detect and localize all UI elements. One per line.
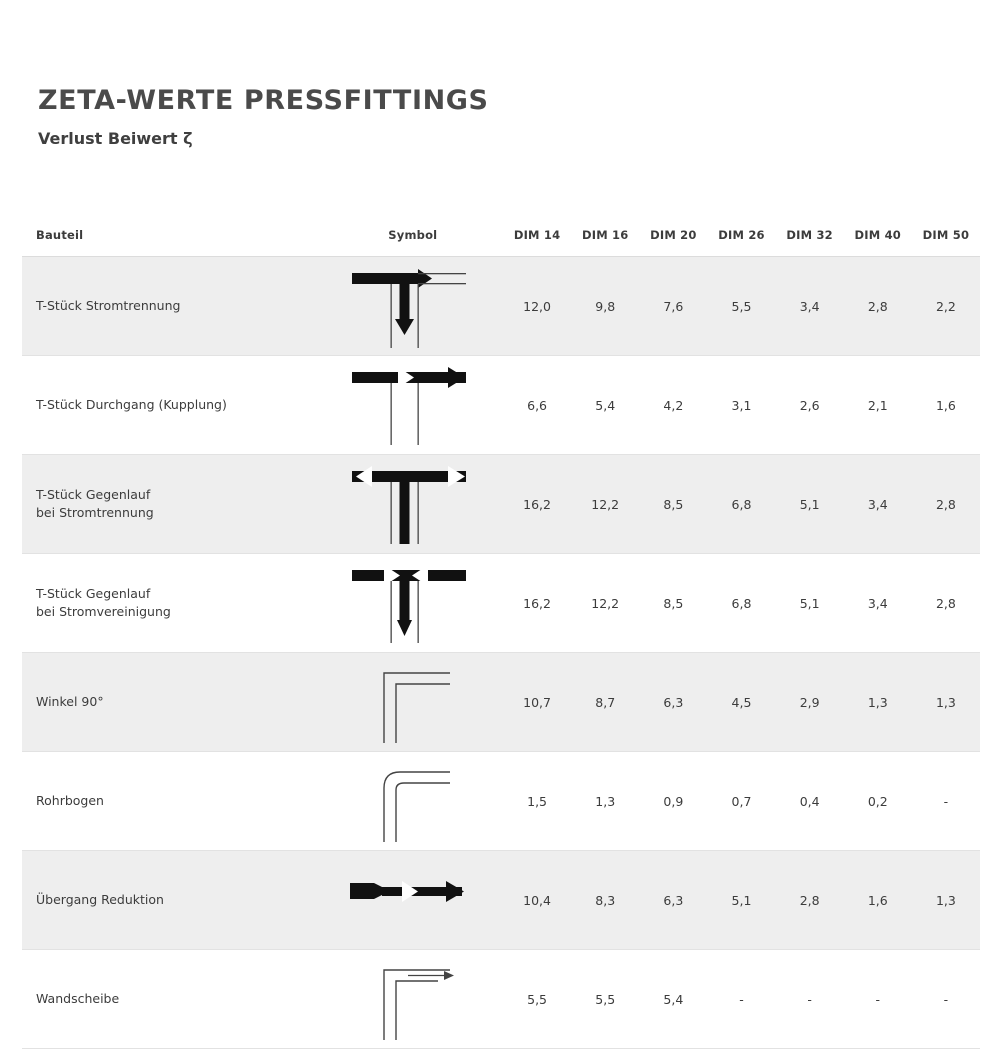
cell-bauteil: Übergang Reduktion [22,851,323,950]
cell-value: 1,5 [503,752,571,851]
table-row [22,554,980,653]
table-row [22,356,980,455]
cell-value: - [776,950,844,1049]
column-header-dim-32: DIM 32 [776,218,844,257]
cell-value: 8,5 [639,455,707,554]
cell-value: 0,9 [639,752,707,851]
cell-value: 8,3 [571,851,639,950]
symbol-tee-counterflow-split [338,461,488,547]
cell-bauteil: T-Stück Gegenlauf bei Stromvereinigung [22,554,323,653]
cell-value: 8,5 [639,554,707,653]
cell-value: 12,2 [571,554,639,653]
cell-value: 3,4 [776,257,844,356]
cell-value: 8,7 [571,653,639,752]
cell-value: 5,5 [571,950,639,1049]
cell-symbol [323,653,503,752]
cell-value: 5,1 [776,455,844,554]
cell-value: 5,5 [503,950,571,1049]
cell-symbol [323,257,503,356]
symbol-pipe-bend [338,758,488,844]
column-header-dim-20: DIM 20 [639,218,707,257]
cell-value: 2,1 [844,356,912,455]
cell-value: 1,3 [912,653,980,752]
column-header-dim-26: DIM 26 [707,218,775,257]
cell-value: 9,8 [571,257,639,356]
cell-bauteil: Winkel 90° [22,653,323,752]
cell-value: 1,3 [844,653,912,752]
cell-value: 5,1 [707,851,775,950]
cell-value: 0,7 [707,752,775,851]
cell-value: 12,2 [571,455,639,554]
cell-value: 3,4 [844,455,912,554]
cell-bauteil: Wandscheibe [22,950,323,1049]
page-subtitle: Verlust Beiwert ζ [38,128,193,148]
cell-symbol [323,554,503,653]
cell-value: 4,5 [707,653,775,752]
cell-value: 1,6 [844,851,912,950]
cell-bauteil: T-Stück Stromtrennung [22,257,323,356]
symbol-tee-straight-through [338,362,488,448]
column-header-dim-40: DIM 40 [844,218,912,257]
cell-value: 0,4 [776,752,844,851]
symbol-elbow-90 [338,659,488,745]
cell-symbol [323,752,503,851]
cell-bauteil: T-Stück Durchgang (Kupplung) [22,356,323,455]
cell-value: 3,1 [707,356,775,455]
table-row [22,752,980,851]
cell-value: - [707,950,775,1049]
page-title: ZETA-WERTE PRESSFITTINGS [38,85,489,116]
cell-symbol [323,356,503,455]
cell-value: 6,8 [707,554,775,653]
table-row [22,455,980,554]
symbol-reducer-transition [338,857,488,943]
cell-value: 2,9 [776,653,844,752]
symbol-tee-branch-split [338,263,488,349]
table-row [22,950,980,1049]
cell-value: 5,1 [776,554,844,653]
cell-value: 7,6 [639,257,707,356]
cell-value: - [912,752,980,851]
cell-value: 12,0 [503,257,571,356]
cell-value: - [844,950,912,1049]
cell-value: 1,3 [912,851,980,950]
cell-value: 0,2 [844,752,912,851]
cell-value: 6,3 [639,851,707,950]
cell-value: 5,4 [639,950,707,1049]
cell-value: 2,8 [912,554,980,653]
cell-value: 2,6 [776,356,844,455]
column-header-dim-50: DIM 50 [912,218,980,257]
table-header-row [22,218,980,257]
column-header-bauteil: Bauteil [22,218,323,257]
cell-value: 6,3 [639,653,707,752]
cell-value: 5,4 [571,356,639,455]
cell-value: 2,8 [844,257,912,356]
cell-value: 2,2 [912,257,980,356]
cell-value: 3,4 [844,554,912,653]
cell-symbol [323,455,503,554]
cell-value: 2,8 [912,455,980,554]
title-block [38,86,489,147]
cell-symbol [323,950,503,1049]
cell-value: 6,6 [503,356,571,455]
cell-value: 4,2 [639,356,707,455]
cell-value: 1,6 [912,356,980,455]
cell-value: - [912,950,980,1049]
zeta-values-table [22,218,980,1049]
column-header-dim-16: DIM 16 [571,218,639,257]
cell-value: 16,2 [503,554,571,653]
cell-bauteil: T-Stück Gegenlauf bei Stromtrennung [22,455,323,554]
table-row [22,851,980,950]
column-header-dim-14: DIM 14 [503,218,571,257]
table-header [22,218,980,257]
cell-value: 10,7 [503,653,571,752]
zeta-table-wrapper [22,218,980,1049]
symbol-wall-plate [338,956,488,1042]
cell-value: 5,5 [707,257,775,356]
table-row [22,257,980,356]
cell-value: 6,8 [707,455,775,554]
cell-value: 10,4 [503,851,571,950]
cell-value: 16,2 [503,455,571,554]
table-body [22,257,980,1049]
column-header-symbol: Symbol [323,218,503,257]
cell-value: 2,8 [776,851,844,950]
table-row [22,653,980,752]
symbol-tee-counterflow-merge [338,560,488,646]
cell-symbol [323,851,503,950]
cell-bauteil: Rohrbogen [22,752,323,851]
cell-value: 1,3 [571,752,639,851]
